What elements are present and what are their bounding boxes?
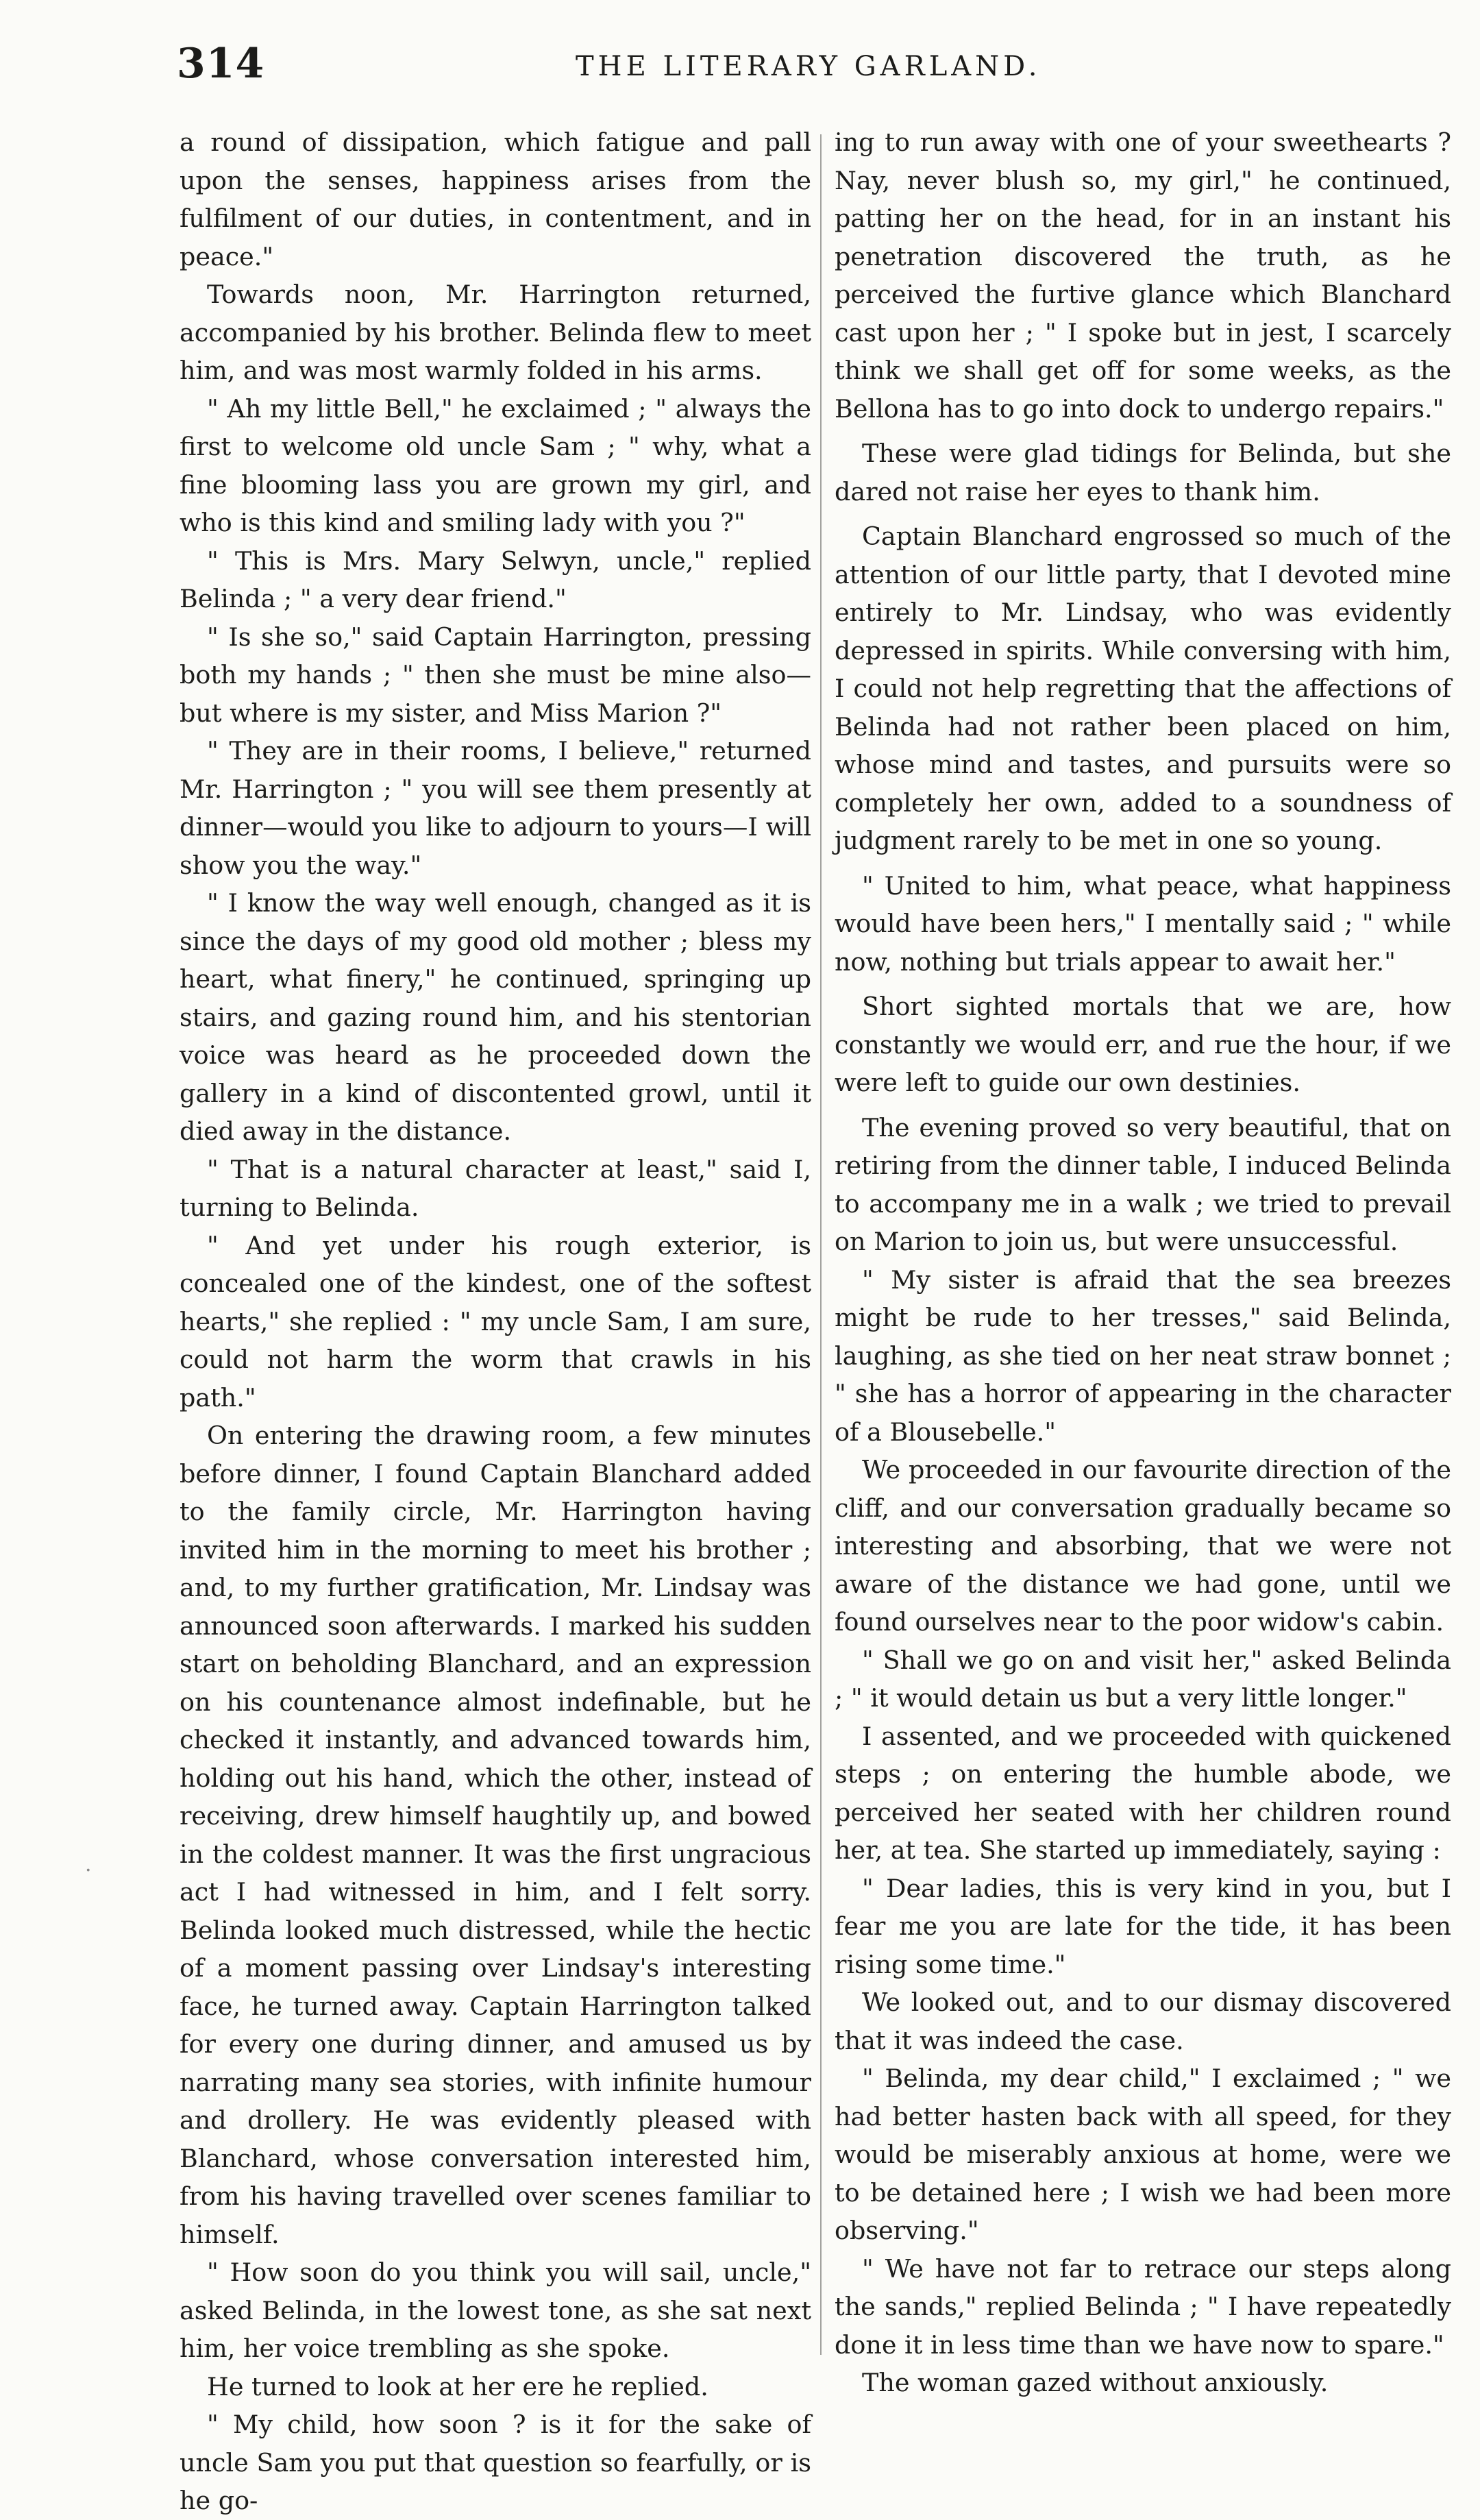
right-column: [835, 123, 1451, 2402]
paragraph: " How soon do you think you will sail, uncle," asked Belinda, in the lowest tone, as she sat next him, her voice trembling as she spoke.: [180, 2258, 811, 2363]
paragraph: " That is a natural character at least," said I, turning to Belinda.: [180, 1154, 811, 1222]
column-divider: [820, 134, 822, 2355]
paragraph: Captain Blanchard engrossed so much of the attention of our little party, that I devoted mine entirely to Mr. Lindsay, who was evidently depressed in spirits. While conversing with him, I could not help regretting that the affections of Belinda had not rather been placed on him, whose mind and tastes, and pursuits were so completely her own, added to a soundness of judgment rarely to be met in one so young.: [835, 522, 1451, 855]
paragraph: " They are in their rooms, I believe," returned Mr. Harrington ; " you will see them presently at dinner—would you like to adjourn to yours—I will show you the way.": [180, 736, 811, 880]
paragraph: " Dear ladies, this is very kind in you, but I fear me you are late for the tide, it has been rising some time.": [835, 1873, 1451, 1979]
paragraph: The woman gazed without anxiously.: [862, 2368, 1329, 2397]
paragraph: ing to run away with one of your sweethearts ? Nay, never blush so, my girl," he continued, patting her on the head, for in an instant his penetration discovered the truth, as he perceived the furtive glance which Blanchard cast upon her ; " I spoke but in jest, I scarcely think we shall get off for some weeks, as the Bellona has to go into dock to undergo repairs.": [835, 127, 1451, 424]
paragraph: " Ah my little Bell," he exclaimed ; " always the first to welcome old uncle Sam ; " why, what a fine blooming lass you are grown my girl, and who is this kind and smiling lady with you ?": [180, 393, 811, 537]
paragraph: Towards noon, Mr. Harrington returned, accompanied by his brother. Belinda flew to meet him, and was most warmly folded in his arms.: [180, 280, 811, 385]
running-title: THE LITERARY GARLAND.: [576, 51, 1041, 82]
paragraph: " Shall we go on and visit her," asked Belinda ; " it would detain us but a very little longer.": [835, 1645, 1451, 1713]
paragraph: The evening proved so very beautiful, that on retiring from the dinner table, I induced Belinda to accompany me in a walk ; we tried to prevail on Marion to join us, but were unsuccessful.: [835, 1112, 1451, 1256]
paragraph: " I know the way well enough, changed as it is since the days of my good old mother ; bless my heart, what finery," he continued, springing up stairs, and gazing round him, and his stentorian voice was heard as he proceeded down the gallery in a kind of discontented growl, until it died away in the distance.: [180, 888, 811, 1146]
paragraph: " United to him, what peace, what happiness would have been hers," I mentally said ; " while now, nothing but trials appear to await her.": [835, 870, 1451, 977]
paragraph: " And yet under his rough exterior, is concealed one of the kindest, one of the softest hearts," she replied : " my uncle Sam, I am sure, could not harm the worm that crawls in his path.": [180, 1230, 811, 1412]
paragraph: We looked out, and to our dismay discovered that it was indeed the case.: [835, 1987, 1451, 2055]
paragraph: On entering the drawing room, a few minutes before dinner, I found Captain Blanchard added to the family circle, Mr. Harrington having invited him in the morning to meet his brother ; and, to my further gratification, Mr. Lindsay was announced soon afterwards. I marked his sudden start on beholding Blanchard, and an expression on his countenance almost indefinable, but he checked it instantly, and advanced towards him, holding out his hand, which the other, instead of receiving, drew himself haughtily up, and bowed in the coldest manner. It was the first ungracious act I had witnessed in him, and I felt sorry. Belinda looked much distressed, while the hectic of a moment passing over Lindsay's interesting face, he turned away. Captain Harrington talked for every one during dinner, and amused us by narrating many sea stories, with infinite humour and drollery. He was evidently pleased with Blanchard, whose conversation interested him, from his having travelled over scenes familiar to himself.: [180, 1421, 811, 2249]
paragraph: I assented, and we proceeded with quickened steps ; on entering the humble abode, we perceived her seated with her children round her, at tea. She started up immediately, saying :: [835, 1721, 1451, 1865]
page-number: 314: [177, 40, 265, 88]
paragraph: " Is she so," said Captain Harrington, pressing both my hands ; " then she must be mine also— but where is my sister, and Miss Marion ?": [180, 622, 811, 728]
margin-mark: ·: [85, 1859, 92, 1883]
paragraph: " My sister is afraid that the sea breezes might be rude to her tresses," said Belinda, laughing, as she tied on her neat straw bonnet ; " she has a horror of appearing in the character of a Blousebelle.": [835, 1264, 1451, 1447]
paragraph: These were glad tidings for Belinda, but she dared not raise her eyes to thank him.: [835, 439, 1451, 506]
paragraph: He turned to look at her ere he replied.: [207, 2371, 708, 2401]
paragraph: " This is Mrs. Mary Selwyn, uncle," replied Belinda ; " a very dear friend.": [180, 546, 811, 613]
paragraph: " We have not far to retrace our steps along the sands," replied Belinda ; " I have repeatedly done it in less time than we have now to spare.": [835, 2253, 1451, 2360]
paragraph: We proceeded in our favourite direction of the cliff, and our conversation gradually became so interesting and absorbing, that we were not aware of the distance we had gone, until we found ourselves near to the poor widow's cabin.: [835, 1455, 1451, 1637]
paragraph: " My child, how soon ? is it for the sake of uncle Sam you put that question so fearfully, or is he go-: [180, 2410, 811, 2515]
paragraph: Short sighted mortals that we are, how constantly we would err, and rue the hour, if we were left to guide our own destinies.: [835, 992, 1451, 1097]
paragraph: " Belinda, my dear child," I exclaimed ; " we had better hasten back with all speed, for they would be miserably anxious at home, were we to be detained here ; I wish we had been more observing.": [835, 2064, 1451, 2245]
paragraph: a round of dissipation, which fatigue and pall upon the senses, happiness arises from the fulfilment of our duties, in contentment, and in peace.": [180, 127, 811, 271]
left-column: [180, 123, 811, 2520]
